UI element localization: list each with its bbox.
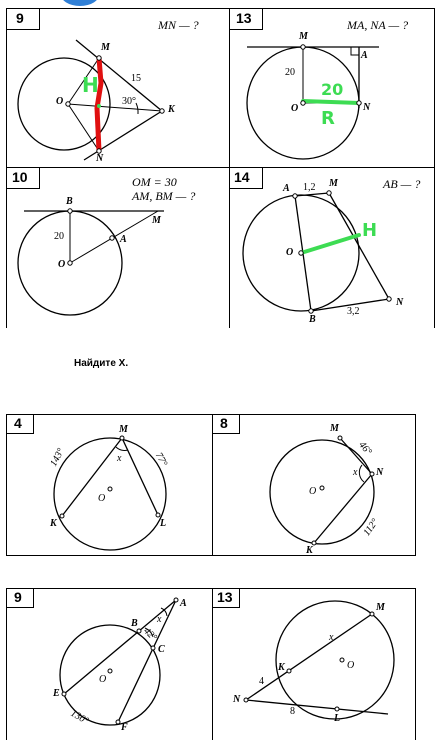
label-o: O — [56, 96, 64, 107]
label-l: L — [160, 518, 167, 529]
value-3-2: 3,2 — [347, 306, 360, 317]
problem-13-tangents — [229, 8, 435, 167]
point-o — [66, 102, 70, 106]
problem-13-secant-tangent — [212, 588, 416, 740]
secant-af — [118, 600, 176, 722]
label-o: O — [99, 674, 107, 685]
point-o — [301, 101, 305, 105]
value-20: 20 — [285, 67, 295, 78]
circle — [270, 440, 374, 544]
problem-13-figure — [212, 588, 416, 740]
value-1-2: 1,2 — [303, 182, 316, 193]
label-k: K — [278, 662, 285, 673]
problem-number: 9 — [14, 589, 22, 605]
problem-number: 13 — [217, 589, 233, 605]
label-k: K — [306, 545, 313, 556]
label-a: A — [180, 598, 187, 609]
problem-task-2: AM, BM — ? — [132, 189, 196, 203]
problem-4-figure — [6, 414, 212, 556]
handwritten-h: H — [82, 73, 99, 97]
value-8: 8 — [290, 706, 295, 717]
label-a: A — [283, 183, 290, 194]
label-o: O — [286, 247, 294, 258]
problem-number: 14 — [234, 169, 250, 185]
center-o — [108, 669, 112, 673]
label-n: N — [376, 467, 384, 478]
label-x: x — [353, 467, 358, 478]
label-o: O — [309, 486, 317, 497]
segment-ok — [68, 104, 162, 111]
value-15: 15 — [131, 73, 141, 84]
angle-42: 42° — [141, 625, 159, 644]
label-o: O — [98, 493, 106, 504]
label-m: M — [152, 215, 161, 226]
point-k — [287, 669, 291, 673]
label-f: F — [121, 722, 128, 733]
point-k — [60, 514, 64, 518]
find-x-caption: Найдите X. — [74, 358, 129, 369]
angle-arc — [359, 465, 364, 482]
chord-ml — [122, 438, 158, 515]
label-k: K — [50, 518, 57, 529]
label-n: N — [363, 102, 371, 113]
point-n — [387, 297, 391, 301]
problem-number: 10 — [12, 169, 28, 185]
label-c: C — [158, 644, 165, 655]
problem-number: 8 — [220, 415, 228, 431]
problem-14-figure — [229, 167, 435, 328]
circle — [276, 601, 394, 719]
problem-task: MA, NA — ? — [347, 18, 409, 32]
problem-9-secants — [6, 588, 212, 740]
point-m — [301, 45, 305, 49]
problem-4-inscribed-angle — [6, 414, 212, 556]
problem-task-1: OM = 30 — [132, 175, 177, 189]
label-b: B — [131, 618, 138, 629]
label-m: M — [299, 31, 308, 42]
center-o — [108, 487, 112, 491]
label-m: M — [101, 42, 110, 53]
point-m — [97, 56, 101, 60]
point-c — [151, 646, 155, 650]
problem-8-figure — [212, 414, 416, 556]
arc-112: 112° — [361, 516, 381, 539]
label-m: M — [119, 424, 128, 435]
tangent-nl — [246, 700, 388, 714]
problem-9-figure — [6, 588, 212, 740]
value-4: 4 — [259, 676, 264, 687]
point-e — [62, 692, 66, 696]
green-radius — [301, 235, 359, 253]
arc-46: 46° — [356, 439, 374, 458]
point-a — [293, 194, 297, 198]
label-l: L — [334, 713, 341, 724]
green-radius — [303, 101, 359, 103]
point-m — [327, 191, 331, 195]
center-o — [340, 658, 344, 662]
point-o — [68, 261, 72, 265]
point-o — [299, 251, 303, 255]
label-a: A — [361, 50, 368, 61]
label-o: O — [58, 259, 66, 270]
problem-task: MN — ? — [158, 18, 199, 32]
problem-14-tangent — [229, 167, 435, 328]
label-k: K — [168, 104, 175, 115]
label-a: A — [120, 234, 127, 245]
point-b — [309, 309, 313, 313]
label-o: O — [347, 660, 355, 671]
point-a — [174, 598, 178, 602]
label-x: x — [117, 453, 122, 464]
problem-number: 13 — [236, 10, 252, 26]
problem-9-tangents — [6, 8, 229, 167]
point-n — [244, 698, 248, 702]
problem-8-inscribed-angle — [212, 414, 416, 556]
problem-number: 4 — [14, 415, 22, 431]
arc-77: 77° — [152, 450, 170, 469]
chord-mk — [62, 438, 122, 516]
point-m — [120, 436, 124, 440]
label-m: M — [330, 423, 339, 434]
label-e: E — [53, 688, 60, 699]
point-f — [116, 720, 120, 724]
arc-143: 143° — [48, 446, 67, 469]
handwritten-20: 20 — [321, 80, 344, 99]
point-m — [370, 612, 374, 616]
value-20: 20 — [54, 231, 64, 242]
point-l — [335, 707, 339, 711]
tangent-mn — [329, 193, 389, 299]
right-angle — [351, 47, 359, 55]
label-x: x — [157, 614, 162, 625]
label-x: x — [329, 632, 334, 643]
secant-nm — [246, 614, 372, 700]
center-o — [320, 486, 324, 490]
point-m — [338, 436, 342, 440]
point-n — [357, 101, 361, 105]
label-b: B — [66, 196, 73, 207]
label-n: N — [396, 297, 404, 308]
point-b — [68, 209, 72, 213]
problem-9-figure — [6, 8, 229, 167]
label-o: O — [291, 103, 299, 114]
radius-on — [68, 104, 99, 151]
point-a — [110, 236, 114, 240]
blue-corner-mark — [60, 0, 100, 6]
angle-arc — [136, 103, 138, 114]
label-n: N — [96, 153, 104, 164]
label-m: M — [376, 602, 385, 613]
label-n: N — [233, 694, 241, 705]
problem-task: AB — ? — [383, 177, 421, 191]
arc-130: 130° — [68, 707, 91, 728]
circle — [54, 438, 166, 550]
problem-10-tangent — [6, 167, 229, 328]
problem-10-figure — [6, 167, 229, 328]
point-n — [370, 472, 374, 476]
point-k — [160, 109, 164, 113]
label-m: M — [329, 178, 338, 189]
point-mid — [97, 104, 101, 108]
problem-number: 9 — [16, 10, 24, 26]
handwritten-h: H — [362, 220, 378, 241]
handwritten-r: R — [321, 108, 335, 129]
point-l — [156, 513, 160, 517]
label-b: B — [309, 314, 316, 325]
angle-30: 30° — [122, 96, 136, 107]
